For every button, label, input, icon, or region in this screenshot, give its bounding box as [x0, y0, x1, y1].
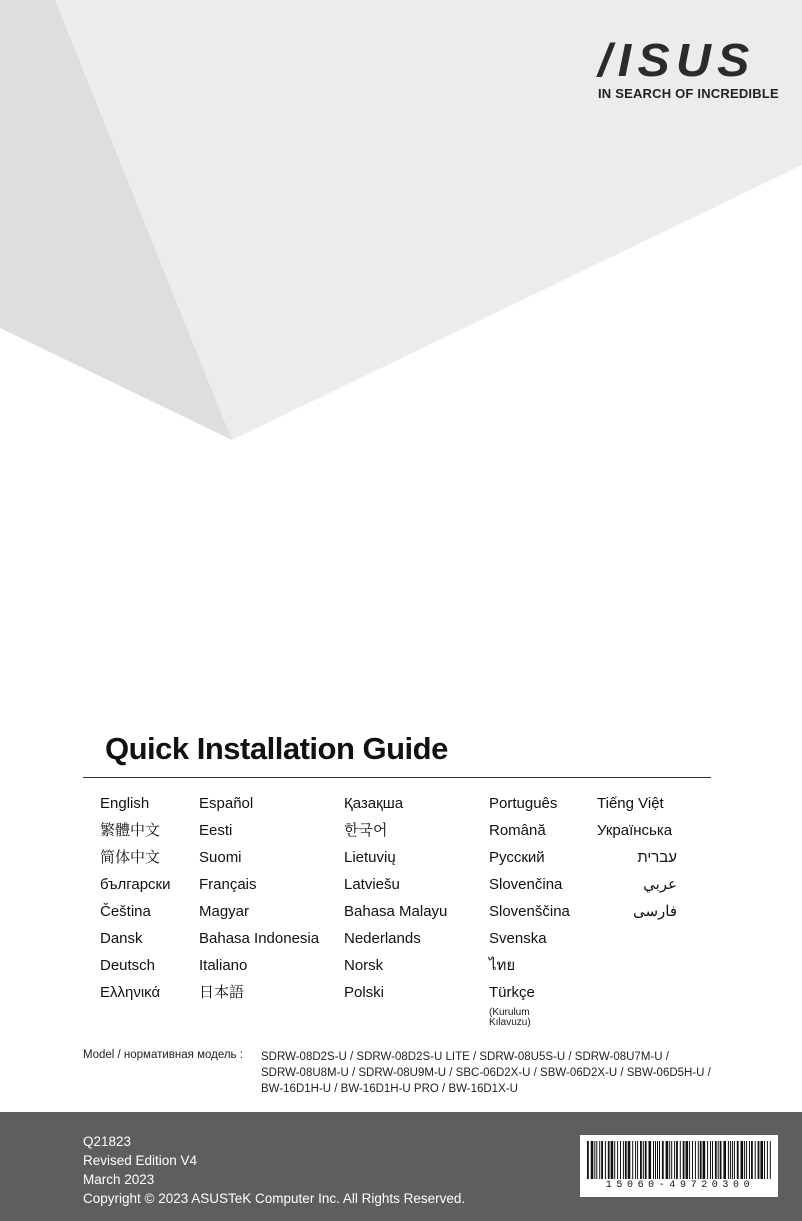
- title-divider: [83, 777, 711, 778]
- barcode-bar: [671, 1141, 672, 1179]
- barcode-bar: [587, 1141, 589, 1179]
- language-item: Bahasa Malayu: [344, 903, 448, 920]
- barcode-bar: [710, 1141, 711, 1179]
- barcode-bar: [596, 1141, 597, 1179]
- barcode-bar: [746, 1141, 747, 1179]
- language-column-2: [199, 794, 319, 1010]
- language-item: Slovenčina: [489, 876, 563, 893]
- language-item: Tiếng Việt: [597, 795, 664, 812]
- barcode-bar: [655, 1141, 656, 1179]
- language-item: Русский: [489, 849, 545, 866]
- language-note: (Kurulum Kılavuzu): [489, 1007, 531, 1028]
- barcode-bar: [703, 1141, 706, 1179]
- language-item: Suomi: [199, 849, 242, 866]
- footer-band: [0, 1112, 802, 1221]
- edition-text: Revised Edition V4: [83, 1153, 198, 1168]
- barcode-bar: [620, 1141, 621, 1179]
- page-title: Quick Installation Guide: [105, 731, 448, 766]
- date-text: March 2023: [83, 1172, 155, 1187]
- barcode-bars: [587, 1141, 773, 1179]
- language-item: ไทย: [489, 957, 516, 974]
- brand-tagline: IN SEARCH OF INCREDIBLE: [598, 86, 779, 101]
- barcode-bar: [662, 1141, 664, 1179]
- language-item: Slovenščina: [489, 903, 570, 920]
- barcode-bar: [730, 1141, 731, 1179]
- barcode-bar: [728, 1141, 729, 1179]
- barcode-bar: [764, 1141, 765, 1179]
- copyright-text: Copyright © 2023 ASUSTeK Computer Inc. All Rights Reserved.: [83, 1191, 466, 1206]
- barcode-bar: [718, 1141, 719, 1179]
- barcode-bar: [698, 1141, 699, 1179]
- language-item: Norsk: [344, 957, 384, 974]
- barcode-bar: [601, 1141, 603, 1179]
- language-item: Dansk: [100, 930, 143, 947]
- barcode-bar: [617, 1141, 618, 1179]
- barcode-bar: [594, 1141, 595, 1179]
- barcode-bar: [676, 1141, 678, 1179]
- barcode-bar: [767, 1141, 768, 1179]
- language-item: English: [100, 795, 150, 812]
- language-item: Svenska: [489, 930, 547, 947]
- barcode-bar: [755, 1141, 756, 1179]
- asus-logo: [598, 34, 780, 101]
- barcode-bar: [666, 1141, 669, 1179]
- barcode-bar: [683, 1141, 685, 1179]
- language-item: Magyar: [199, 903, 250, 920]
- language-item: Bahasa Indonesia: [199, 930, 320, 947]
- barcode-bar: [628, 1141, 631, 1179]
- barcode-bar: [760, 1141, 763, 1179]
- language-column-1: [100, 794, 171, 1010]
- language-item: Українська: [597, 822, 673, 839]
- asus-logo-mark: /ISUS: [598, 34, 756, 86]
- language-item: 한국어: [344, 822, 388, 839]
- language-item: Italiano: [199, 957, 248, 974]
- language-item: فارسی: [632, 903, 677, 920]
- footer-info: [83, 1132, 465, 1208]
- barcode-bar: [591, 1141, 594, 1179]
- barcode-bar: [720, 1141, 722, 1179]
- language-item: Eesti: [199, 822, 233, 839]
- language-item: Nederlands: [344, 930, 421, 947]
- barcode-bar: [700, 1141, 702, 1179]
- barcode-number: 15060-49720300: [605, 1180, 755, 1191]
- barcode-bar: [649, 1141, 652, 1179]
- barcode-bar: [674, 1141, 675, 1179]
- barcode-bar: [734, 1141, 735, 1179]
- barcode-bar: [611, 1141, 614, 1179]
- barcode-bar: [737, 1141, 739, 1179]
- barcode-bar: [741, 1141, 744, 1179]
- barcode-bar: [695, 1141, 696, 1179]
- barcode-bar: [686, 1141, 689, 1179]
- barcode-bar: [637, 1141, 638, 1179]
- barcode-bar: [625, 1141, 627, 1179]
- language-item: български: [100, 876, 171, 893]
- language-column-4: [489, 794, 570, 1028]
- barcode-bar: [657, 1141, 658, 1179]
- barcode-bar: [645, 1141, 647, 1179]
- barcode-bar: [632, 1141, 633, 1179]
- barcode-bar: [692, 1141, 693, 1179]
- language-item: عربي: [643, 876, 677, 893]
- barcode-bar: [614, 1141, 615, 1179]
- language-item: Ελληνικά: [100, 984, 161, 1001]
- language-item: 繁體中文: [100, 822, 161, 839]
- model-line: SDRW-08U8M-U / SDRW-08U9M-U / SBC-06D2X-U / SBW-06D2X-U / SBW-06D5H-U /: [261, 1067, 711, 1079]
- barcode-bar: [758, 1141, 760, 1179]
- barcode-bar: [723, 1141, 726, 1179]
- model-label: Model / нормативная модель :: [83, 1049, 243, 1061]
- language-item: Қазақша: [344, 795, 404, 812]
- barcode-bar: [605, 1141, 606, 1179]
- barcode-bar: [749, 1141, 750, 1179]
- language-item: Français: [199, 876, 257, 893]
- language-item: Română: [489, 822, 546, 839]
- barcode-bar: [643, 1141, 644, 1179]
- language-item: 日本語: [199, 984, 245, 1001]
- barcode-bar: [680, 1141, 681, 1179]
- language-column-5: [597, 794, 677, 929]
- language-item: עברית: [637, 849, 677, 866]
- barcode-bar: [715, 1141, 717, 1179]
- language-item: Polski: [344, 984, 385, 1001]
- barcode-bar: [770, 1141, 771, 1179]
- language-item: Português: [489, 795, 558, 812]
- model-line: BW-16D1H-U / BW-16D1H-U PRO / BW-16D1X-U: [261, 1083, 518, 1095]
- language-item: Español: [199, 795, 254, 812]
- language-item: Latviešu: [344, 876, 400, 893]
- barcode-bar: [669, 1141, 670, 1179]
- model-list: [261, 1049, 731, 1097]
- barcode-bar: [599, 1141, 600, 1179]
- barcode-bar: [689, 1141, 690, 1179]
- barcode-bar: [744, 1141, 745, 1179]
- language-item: 简体中文: [100, 849, 161, 866]
- barcode-bar: [635, 1141, 636, 1179]
- language-item: Türkçe: [489, 984, 535, 1001]
- barcode-bar: [653, 1141, 654, 1179]
- model-line: SDRW-08D2S-U / SDRW-08D2S-U LITE / SDRW-08U5S-U / SDRW-08U7M-U /: [261, 1051, 669, 1063]
- language-item: Čeština: [100, 903, 151, 920]
- barcode: [580, 1135, 778, 1197]
- barcode-bar: [732, 1141, 733, 1179]
- language-item: Deutsch: [100, 957, 156, 974]
- barcode-bar: [659, 1141, 660, 1179]
- document-code: Q21823: [83, 1134, 132, 1149]
- barcode-bar: [751, 1141, 753, 1179]
- barcode-bar: [640, 1141, 642, 1179]
- language-column-3: [344, 794, 447, 1010]
- barcode-bar: [712, 1141, 713, 1179]
- barcode-bar: [623, 1141, 624, 1179]
- language-item: Lietuvių: [344, 849, 396, 866]
- barcode-bar: [608, 1141, 610, 1179]
- barcode-bar: [707, 1141, 708, 1179]
